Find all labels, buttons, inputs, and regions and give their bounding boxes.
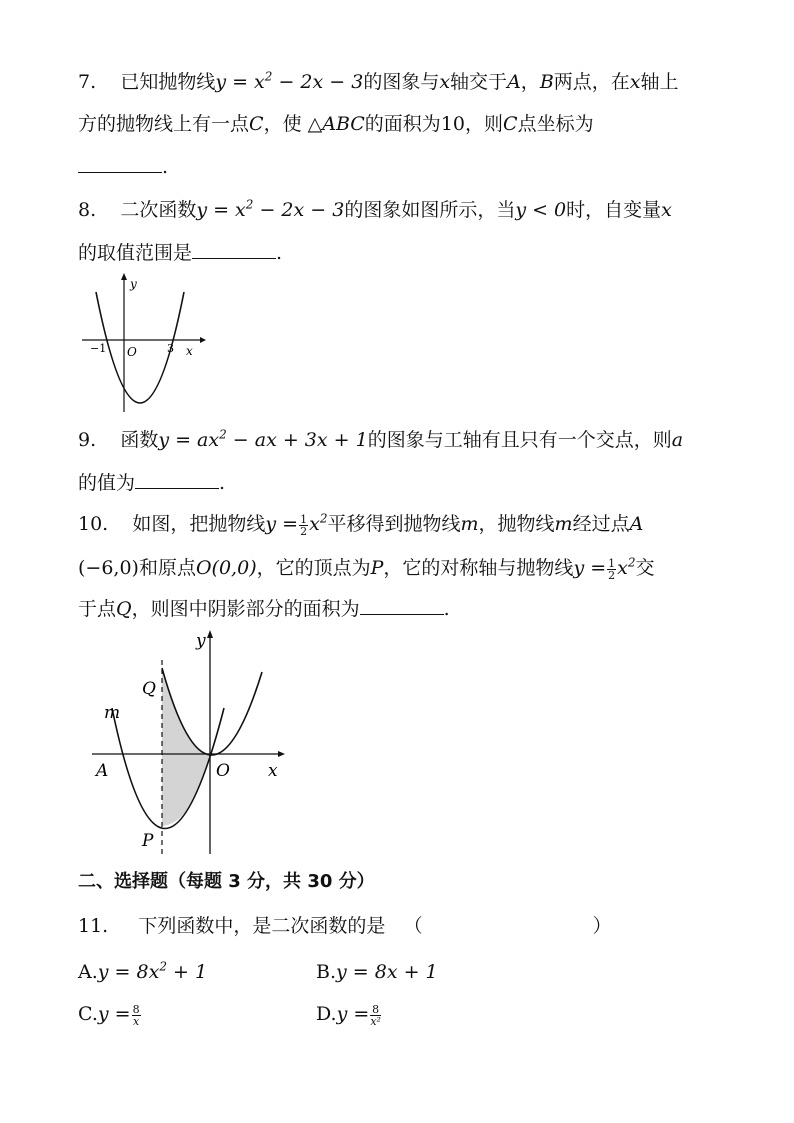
q11-line1: 11. 下列函数中，是二次函数的是 （ ） — [78, 915, 612, 937]
q9-line2: 的值为 . — [78, 472, 226, 494]
q9-line1: 9. 函数$y = ax^2$ − ax + 3x + 1的图象与工轴有且只有一个交点，则a — [78, 427, 684, 451]
q10-label-y: y — [196, 631, 206, 651]
q11-option-a[interactable]: $A.y = 8x^2 + 1$ — [78, 959, 208, 983]
q10-line3: 于点Q，则图中阴影部分的面积为 . — [78, 598, 450, 620]
q10-label-x: x — [268, 761, 278, 781]
q7-line2: 方的抛物线上有一点C，使 △ABC的面积为10，则C点坐标为 — [78, 113, 594, 135]
q10-graph — [88, 626, 298, 858]
q8-line1: 8. 二次函数$y = x^2 - 2x - 3$的图象如图所示，当y < 0时，自变量x — [78, 197, 672, 221]
q7-answer-blank[interactable] — [78, 154, 162, 173]
q7-line3: . — [78, 154, 168, 179]
q8-label-neg1: −1 — [90, 342, 107, 355]
q7-equation: $y = x^2 - 2x - 3$ — [215, 69, 364, 93]
q8-x-arrow — [200, 337, 206, 343]
q10-label-origin: O — [216, 761, 230, 781]
q8-equation: $y = x^2 - 2x - 3$ — [196, 197, 345, 221]
q11-option-d[interactable]: D.y = $\frac{8}{\text{x²}}$ — [316, 1002, 381, 1028]
q11-number: 11. — [78, 915, 109, 937]
q11-answer-paren[interactable]: （ ） — [403, 915, 612, 937]
q8-label-origin: O — [127, 345, 137, 359]
q10-x-arrow — [278, 751, 285, 757]
q8-graph — [78, 272, 208, 417]
q7-line1: 7. 已知抛物线$y = x^2 - 2x - 3$的图象与x轴交于A，B两点，在x轴上 — [78, 69, 679, 93]
q10-line1: 10. 如图，把抛物线y = $\frac{1}{2}$ $x^2$平移得到抛物线m，抛物线m经过点A — [78, 511, 644, 538]
q11-option-b[interactable]: B.y = 8x + 1 — [316, 961, 438, 983]
q8-label-3: 3 — [167, 342, 174, 355]
q8-line2: 的取值范围是 . — [78, 242, 283, 264]
q8-number: 8. — [78, 199, 97, 221]
section-2-title: 二、选择题（每题 3 分，共 30 分） — [78, 871, 375, 892]
q8-label-y: y — [130, 277, 137, 291]
q10-equation: y = $\frac{1}{2}$ $x^2$ — [265, 511, 328, 538]
q10-y-arrow — [207, 630, 213, 638]
q7-number: 7. — [78, 71, 97, 93]
q9-number: 9. — [78, 429, 97, 451]
q8-y-arrow — [121, 273, 127, 280]
q10-label-P: P — [142, 831, 154, 851]
q8-label-x: x — [186, 344, 193, 358]
q9-answer-blank[interactable] — [135, 470, 219, 489]
q10-label-m: m — [104, 703, 121, 723]
q10-answer-blank[interactable] — [360, 596, 444, 615]
q11-option-c[interactable]: C.y = $\frac{8}{x}$ — [78, 1002, 140, 1028]
q10-label-Q: Q — [142, 679, 156, 699]
q10-line2: (−6,0)和原点O(0,0)，它的顶点为P，它的对称轴与抛物线y = $\frac{1}{2}$ $x^2$交 — [78, 555, 655, 582]
q10-label-A: A — [96, 761, 109, 781]
q10-number: 10. — [78, 513, 109, 535]
q9-equation: $y = ax^2$ − ax + 3x + 1 — [158, 427, 368, 451]
q8-answer-blank[interactable] — [192, 240, 276, 259]
